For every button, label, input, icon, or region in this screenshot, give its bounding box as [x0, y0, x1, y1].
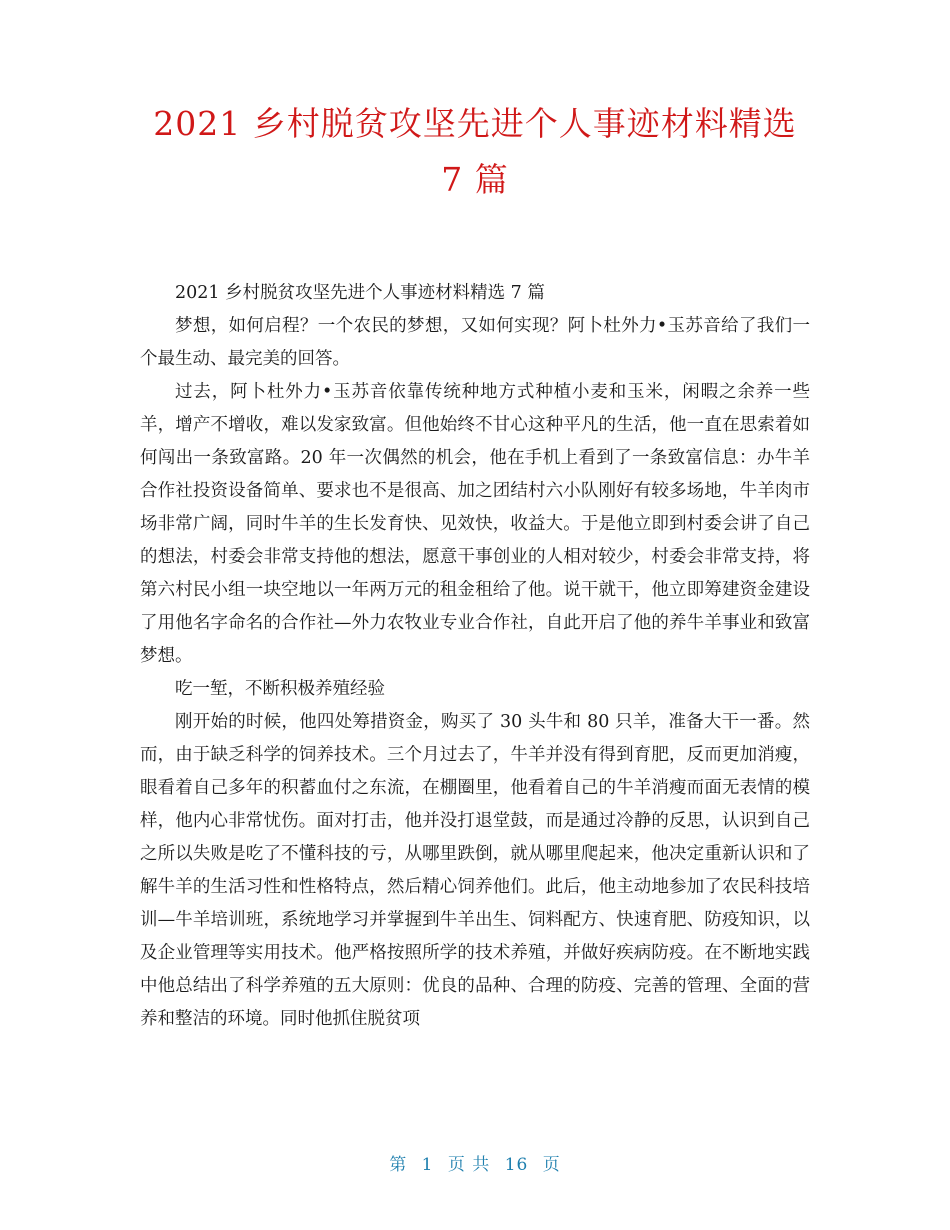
- paragraph: 刚开始的时候，他四处筹措资金，购买了 30 头牛和 80 只羊，准备大干一番。然而，由于缺乏科学的饲养技术。三个月过去了，牛羊并没有得到育肥，反而更加消瘦，眼看着自己多年的积蓄血付之东流，在棚圈里，他看着自己的牛羊消瘦而面无表情的模样，他内心非常忧伤。面对打击，他并没打退堂鼓，而是通过冷静的反思，认识到自己之所以失败是吃了不懂科技的亏，从哪里跌倒，就从哪里爬起来，他决定重新认识和了解牛羊的生活习性和性格特点，然后精心饲养他们。此后，他主动地参加了农民科技培训—牛羊培训班，系统地学习并掌握到牛羊出生、饲料配方、快速育肥、防疫知识，以及企业管理等实用技术。他严格按照所学的技术养殖，并做好疾病防疫。在不断地实践中他总结出了科学养殖的五大原则：优良的品种、合理的防疫、完善的管理、全面的营养和整洁的环境。同时他抓住脱贫项: [140, 712, 810, 1029]
- footer-middle: 页 共: [447, 1155, 491, 1175]
- paragraph: 梦想，如何启程？一个农民的梦想，又如何实现？阿卜杜外力•玉苏音给了我们一个最生动、最完美的回答。: [140, 316, 810, 369]
- footer-page-number: 1: [421, 1155, 434, 1175]
- document-title: 2021 乡村脱贫攻坚先进个人事迹材料精选 7 篇: [153, 104, 797, 199]
- document-body: [140, 277, 810, 1036]
- paragraph: 过去，阿卜杜外力•玉苏音依靠传统种地方式种植小麦和玉米，闲暇之余养一些羊，增产不增收，难以发家致富。但他始终不甘心这种平凡的生活，他一直在思索着如何闯出一条致富路。20 年一次偶然的机会，他在手机上看到了一条致富信息：办牛羊合作社投资设备简单、要求也不是很高、加之团结村六小队刚好有较多场地，牛羊肉市场非常广阔，同时牛羊的生长发育快、见效快，收益大。于是他立即到村委会讲了自己的想法，村委会非常支持他的想法，愿意干事创业的人相对较少，村委会非常支持，将第六村民小组一块空地以一年两万元的租金租给了他。说干就干，他立即筹建资金建设了用他名字命名的合作社—外力农牧业专业合作社，自此开启了他的养牛羊事业和致富梦想。: [140, 382, 810, 666]
- footer-suffix: 页: [542, 1155, 561, 1175]
- footer-prefix: 第: [389, 1155, 408, 1175]
- footer-total-pages: 16: [504, 1155, 529, 1175]
- paragraph-heading: 吃一堑，不断积极养殖经验: [175, 679, 385, 699]
- paragraph-subtitle: 2021 乡村脱贫攻坚先进个人事迹材料精选 7 篇: [175, 283, 545, 303]
- page-footer: [0, 1150, 950, 1175]
